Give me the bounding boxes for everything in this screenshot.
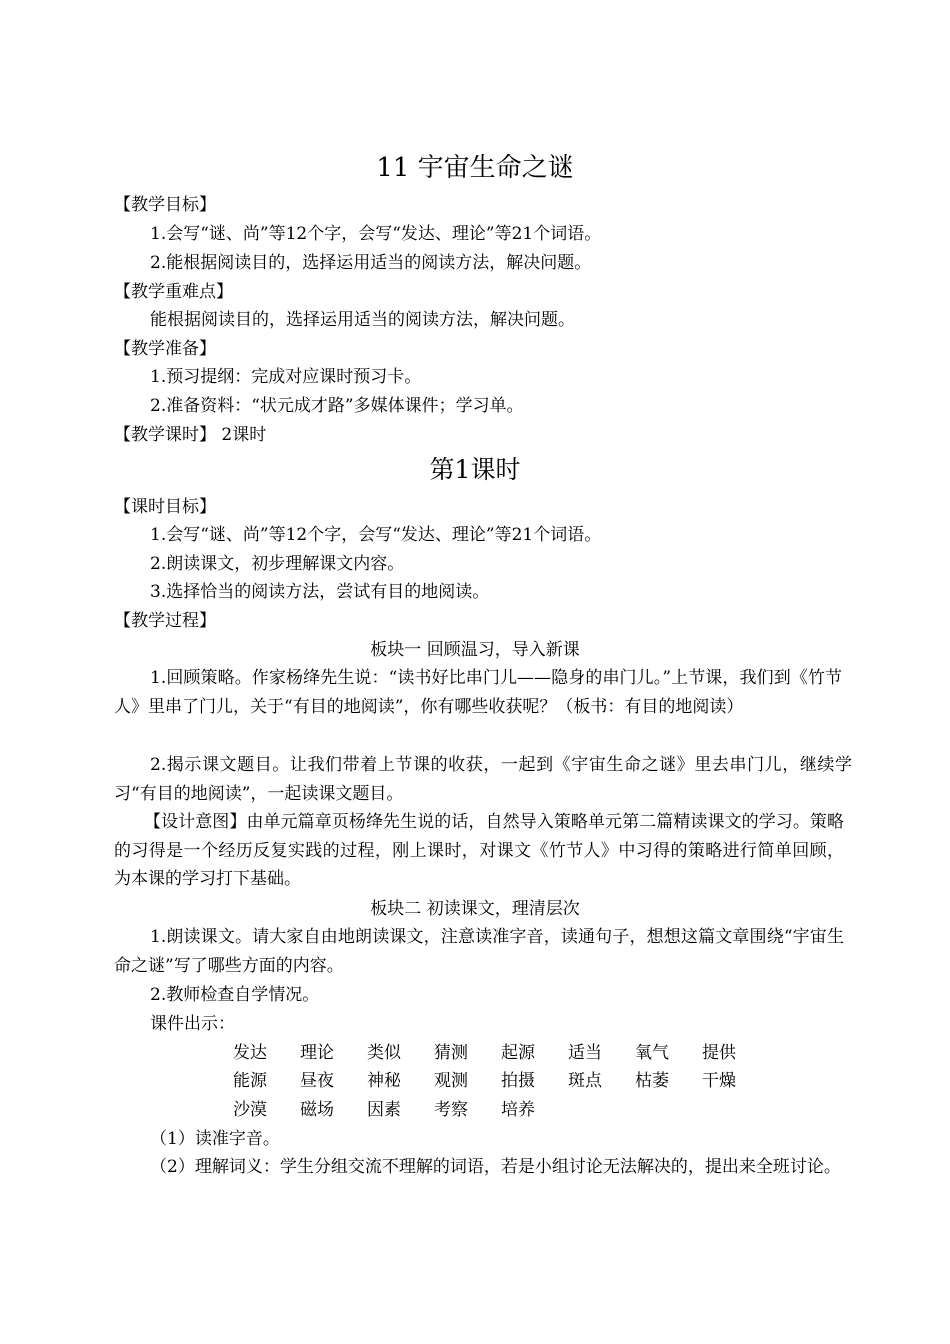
- vocab-word: 适当: [568, 1043, 602, 1063]
- step-item: （1）读准字音。: [150, 1129, 280, 1149]
- preparation-item: 2.准备资料：“状元成才路”多媒体课件；学习单。: [150, 396, 524, 416]
- hours-line: 【教学课时】 2课时: [114, 425, 267, 445]
- vocab-word: 昼夜: [300, 1071, 334, 1091]
- lesson-title: 第1课时: [429, 455, 521, 484]
- vocab-word: 发达: [233, 1043, 267, 1063]
- key-points-heading: 【教学重难点】: [114, 282, 233, 302]
- vocab-word: 理论: [300, 1043, 334, 1063]
- key-points-text: 能根据阅读目的，选择运用适当的阅读方法，解决问题。: [150, 310, 575, 330]
- vocab-word: 猜测: [434, 1043, 468, 1063]
- step-item: （2）理解词义：学生分组交流不理解的词语，若是小组讨论无法解决的，提出来全班讨论。: [150, 1157, 841, 1177]
- objective-item: 1.会写“谜、尚”等12个字，会写“发达、理论”等21个词语。: [150, 224, 602, 244]
- vocab-row: [233, 1039, 769, 1068]
- vocab-word: 枯萎: [635, 1071, 669, 1091]
- objective-item: 2.能根据阅读目的，选择运用适当的阅读方法，解决问题。: [150, 253, 592, 273]
- block2-paragraph: 1.朗读课文。请大家自由地朗读课文，注意读准字音，读通句子，想想这篇文章围绕“宇宙生命之谜”写了哪些方面的内容。: [114, 927, 844, 976]
- block2-title: 板块二 初读课文，理清层次: [370, 899, 580, 919]
- process-heading: 【教学过程】: [114, 611, 216, 631]
- vocab-row: [233, 1096, 568, 1125]
- courseware-label: 课件出示：: [150, 1014, 235, 1034]
- vocab-word: 因素: [367, 1100, 401, 1120]
- vocab-word: 干燥: [702, 1071, 736, 1091]
- vocab-word: 氧气: [635, 1043, 669, 1063]
- preparation-heading: 【教学准备】: [114, 339, 216, 359]
- block2-paragraph: 2.教师检查自学情况。: [150, 985, 320, 1005]
- lesson-objectives-heading: 【课时目标】: [114, 497, 216, 517]
- vocab-word: 能源: [233, 1071, 267, 1091]
- vocab-word: 沙漠: [233, 1100, 267, 1120]
- vocab-word: 类似: [367, 1043, 401, 1063]
- vocab-word: 观测: [434, 1071, 468, 1091]
- vocab-word: 考察: [434, 1100, 468, 1120]
- vocab-word: 提供: [702, 1043, 736, 1063]
- vocab-word: 起源: [501, 1043, 535, 1063]
- block1-paragraph: 2.揭示课文题目。让我们带着上节课的收获，一起到《宇宙生命之谜》里去串门儿，继续学习“有目的地阅读”，一起读课文题目。: [114, 755, 852, 804]
- vocab-word: 神秘: [367, 1071, 401, 1091]
- block1-paragraph: 1.回顾策略。作家杨绛先生说：“读书好比串门儿——隐身的串门儿。”上节课，我们到《竹节人》里串了门儿，关于“有目的地阅读”，你有哪些收获呢？（板书：有目的地阅读）: [114, 668, 842, 717]
- vocab-word: 培养: [501, 1100, 535, 1120]
- vocab-word: 拍摄: [501, 1071, 535, 1091]
- page-title: 11 宇宙生命之谜: [376, 153, 574, 183]
- lesson-objective-item: 1.会写“谜、尚”等12个字，会写“发达、理论”等21个词语。: [150, 525, 602, 545]
- design-intent: 【设计意图】由单元篇章页杨绛先生说的话，自然导入策略单元第二篇精读课文的学习。策略的习得是一个经历反复实践的过程，刚上课时，对课文《竹节人》中习得的策略进行简单回顾，为本课的学习打下基础。: [114, 812, 844, 890]
- preparation-item: 1.预习提纲：完成对应课时预习卡。: [150, 367, 422, 387]
- block1-title: 板块一 回顾温习，导入新课: [370, 640, 580, 660]
- vocab-word: 斑点: [568, 1071, 602, 1091]
- lesson-objective-item: 2.朗读课文，初步理解课文内容。: [150, 554, 405, 574]
- vocab-row: [233, 1067, 769, 1096]
- vocab-word: 磁场: [300, 1100, 334, 1120]
- objectives-heading: 【教学目标】: [114, 195, 216, 215]
- lesson-objective-item: 3.选择恰当的阅读方法，尝试有目的地阅读。: [150, 582, 490, 602]
